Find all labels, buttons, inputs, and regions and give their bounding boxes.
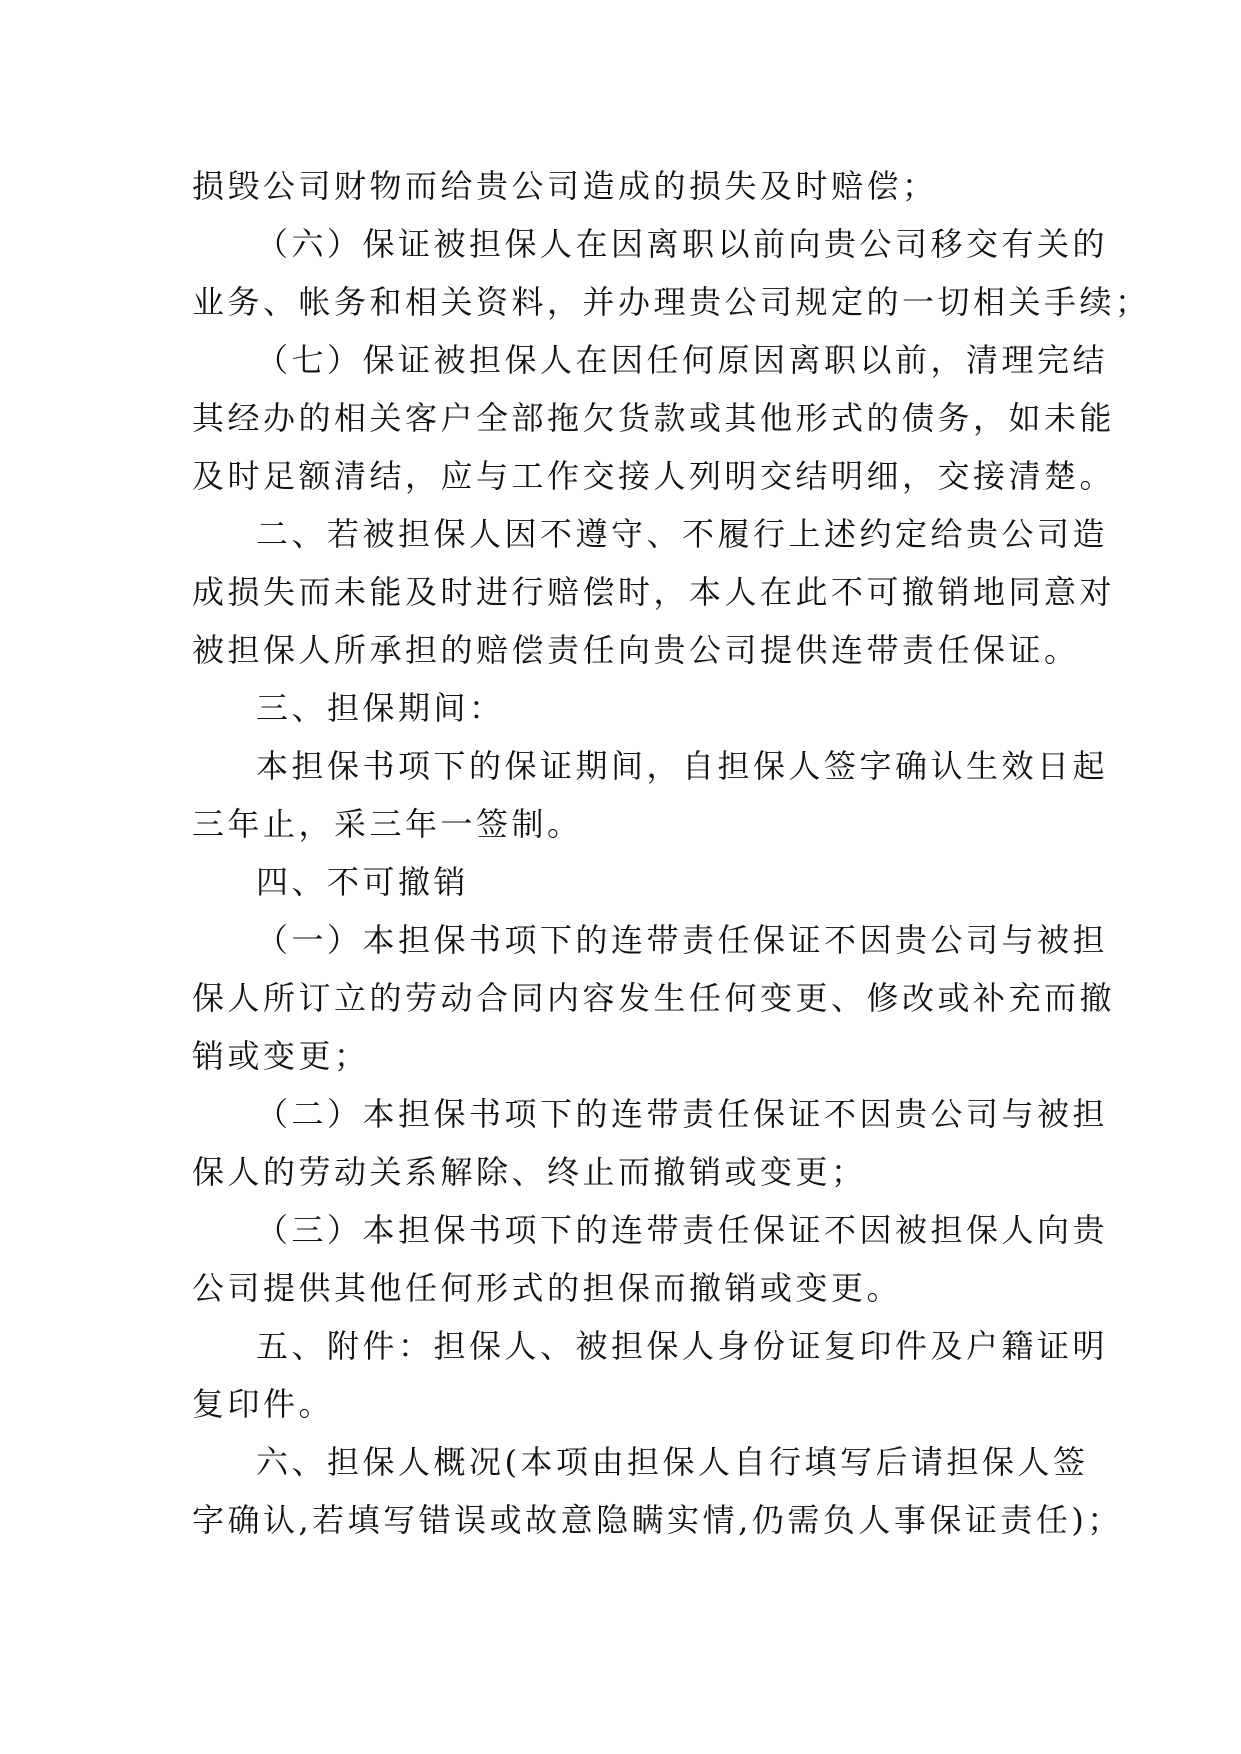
text-line: 公司提供其他任何形式的担保而撤销或变更。 [192,1269,903,1307]
section-6: 六、担保人概况(本项由担保人自行填写后请担保人签 [256,1443,1089,1481]
text-line: 保人的劳动关系解除、终止而撤销或变更； [192,1153,867,1191]
clause-6: （六）保证被担保人在因离职以前向贵公司移交有关的 [256,225,1109,263]
text-line: 被担保人所承担的赔偿责任向贵公司提供连带责任保证。 [192,631,1080,669]
section-5: 五、附件：担保人、被担保人身份证复印件及户籍证明 [256,1327,1109,1365]
text-line: 保人所订立的劳动合同内容发生任何变更、修改或补充而撤 [192,979,1116,1017]
clause-4-2: （二）本担保书项下的连带责任保证不因贵公司与被担 [256,1095,1109,1133]
section-3-heading: 三、担保期间： [256,689,505,727]
clause-7: （七）保证被担保人在因任何原因离职以前，清理完结 [256,341,1109,379]
text-line: 及时足额清结，应与工作交接人列明交结明细，交接清楚。 [192,457,1116,495]
text-line: 损毁公司财物而给贵公司造成的损失及时赔偿； [192,167,938,205]
text-line: 复印件。 [192,1385,335,1423]
text-line: 三年止，采三年一签制。 [192,805,583,843]
section-4-heading: 四、不可撤销 [256,863,470,901]
clause-4-3: （三）本担保书项下的连带责任保证不因被担保人向贵 [256,1211,1109,1249]
guarantee-period: 本担保书项下的保证期间，自担保人签字确认生效日起 [256,747,1109,785]
text-line: 业务、帐务和相关资料，并办理贵公司规定的一切相关手续； [192,283,1151,321]
clause-4-1: （一）本担保书项下的连带责任保证不因贵公司与被担 [256,921,1109,959]
text-line: 其经办的相关客户全部拖欠货款或其他形式的债务，如未能 [192,399,1116,437]
text-line: 成损失而未能及时进行赔偿时，本人在此不可撤销地同意对 [192,573,1116,611]
section-2: 二、若被担保人因不遵守、不履行上述约定给贵公司造 [256,515,1109,553]
text-line: 字确认,若填写错误或故意隐瞒实情,仍需负人事保证责任)； [192,1501,1123,1539]
text-line: 销或变更； [192,1037,370,1075]
